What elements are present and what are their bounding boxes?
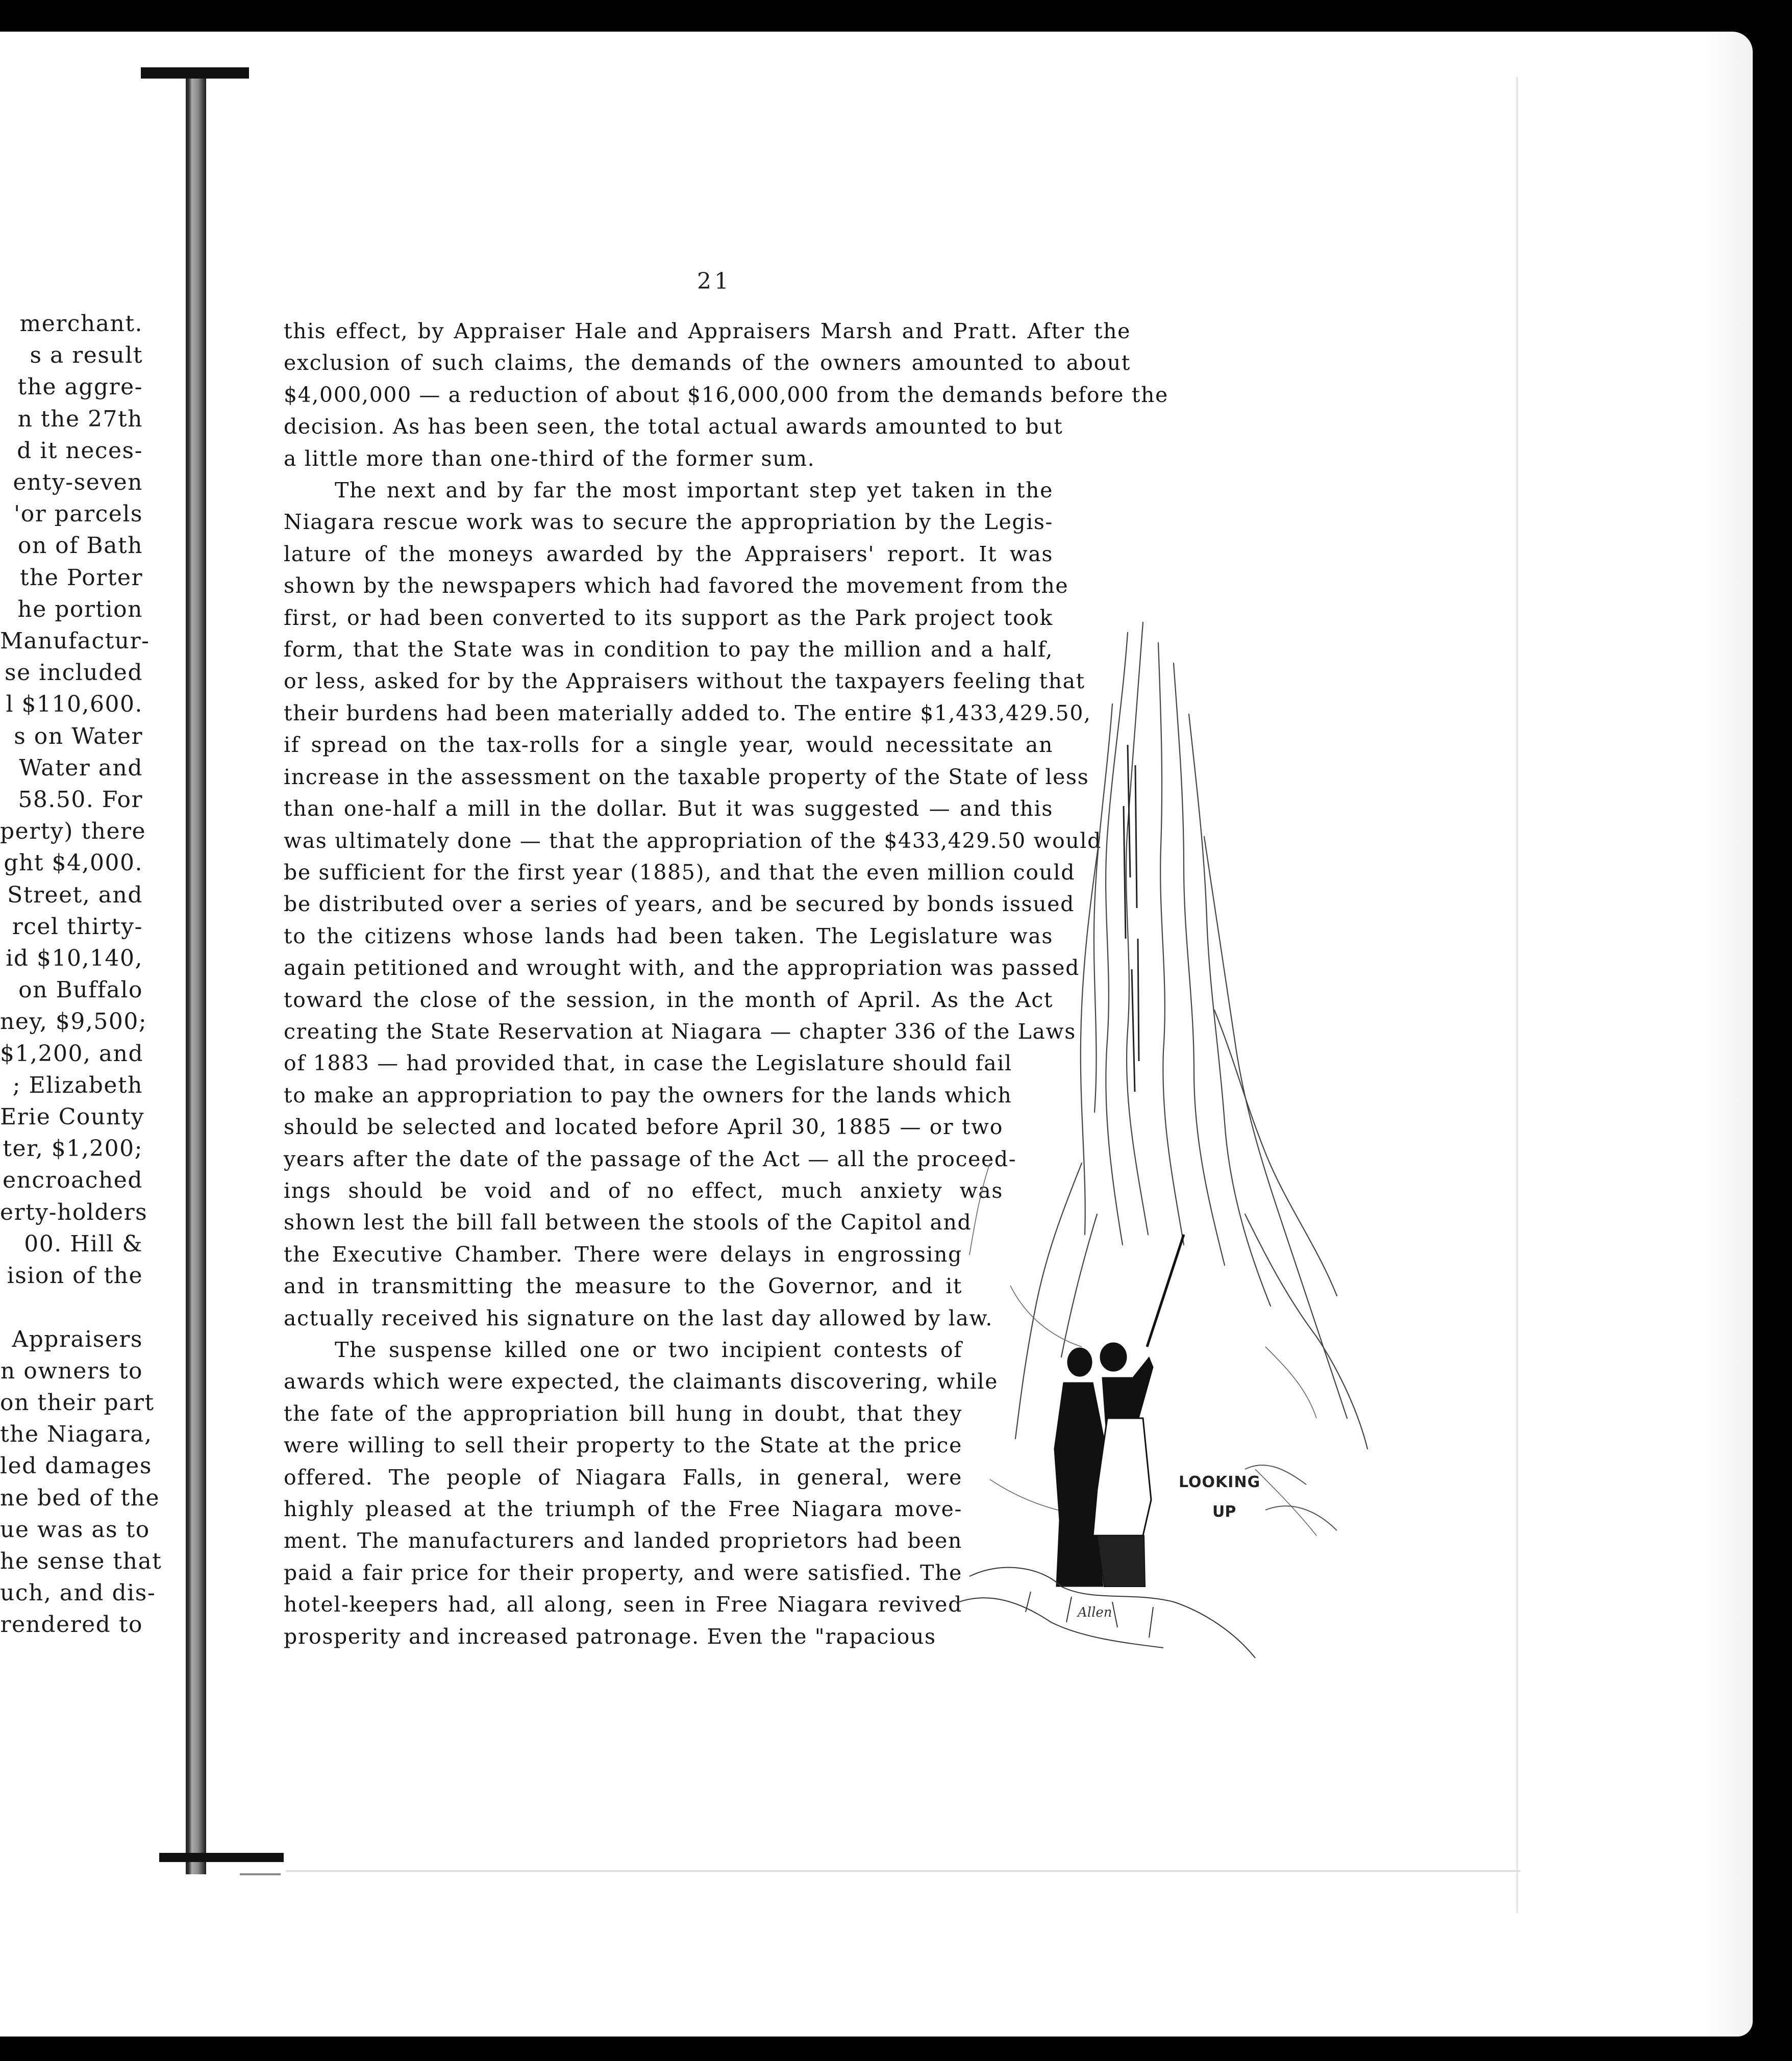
previous-page-line: l $110,600.	[6, 691, 143, 718]
page-edge-shadow	[1707, 32, 1753, 2037]
body-line: was ultimately done — that the appropriation of the $433,429.50 would	[284, 828, 1102, 853]
previous-page-line: led damages	[0, 1453, 152, 1479]
body-line: increase in the assessment on the taxable property of the State of less	[284, 764, 1089, 789]
previous-page-line: $1,200, and	[0, 1040, 144, 1067]
body-line: years after the date of the passage of the Act — all the proceed-	[284, 1146, 1017, 1171]
body-line: The suspense killed one or two incipient contests of	[335, 1338, 962, 1362]
previous-page-line: rcel thirty-	[12, 913, 143, 940]
body-line: shown by the newspapers which had favored the movement from the	[284, 573, 1069, 598]
previous-page-line: Manufactur-	[0, 628, 150, 655]
body-line: creating the State Reservation at Niagara — chapter 336 of the Laws	[284, 1019, 1076, 1044]
frame-rule-right	[1516, 77, 1518, 1913]
previous-page-line: n owners to	[0, 1358, 143, 1384]
body-line: a little more than one-third of the former sum.	[284, 446, 815, 471]
binding-bar-bottom-cap	[159, 1853, 284, 1862]
previous-page-line: uch, and dis-	[0, 1580, 156, 1606]
previous-page-line: ue was as to	[0, 1516, 150, 1543]
previous-page-line: on Buffalo	[18, 977, 143, 1003]
body-line: the fate of the appropriation bill hung in doubt, that they	[284, 1401, 962, 1426]
previous-page-line: se included	[5, 660, 143, 686]
body-line: decision. As has been seen, the total actual awards amounted to but	[284, 414, 1063, 439]
body-line: their burdens had been materially added to. The entire $1,433,429.50,	[284, 700, 1091, 725]
body-line: if spread on the tax-rolls for a single year, would necessitate an	[284, 733, 1053, 758]
body-line: form, that the State was in condition to pay the million and a half,	[284, 637, 1053, 662]
binding-bar-top-cap	[141, 67, 249, 79]
body-line: awards which were expected, the claimants discovering, while	[284, 1369, 999, 1394]
binding-tick-mark	[240, 1873, 281, 1875]
previous-page-line: erty-holders	[0, 1199, 148, 1225]
previous-page-line: ; Elizabeth	[12, 1072, 143, 1098]
body-line: of 1883 — had provided that, in case the Legislature should fail	[284, 1051, 1012, 1076]
body-line: prosperity and increased patronage. Even the "rapacious	[284, 1624, 936, 1649]
previous-page-line: perty) there	[0, 818, 146, 845]
body-line: or less, asked for by the Appraisers without the taxpayers feeling that	[284, 669, 1085, 694]
body-line: this effect, by Appraiser Hale and Appraisers Marsh and Pratt. After the	[284, 319, 1131, 343]
body-line: offered. The people of Niagara Falls, in general, were	[284, 1465, 962, 1490]
previous-page-line: n the 27th	[17, 406, 143, 432]
body-line: first, or had been converted to its support as the Park project took	[284, 605, 1053, 630]
body-line: The next and by far the most important step yet taken in the	[335, 478, 1053, 503]
previous-page-line: enty-seven	[13, 469, 143, 496]
previous-page-line: 00. Hill &	[24, 1230, 143, 1257]
looking-up-illustration	[959, 551, 1383, 1663]
page-number: 21	[697, 268, 732, 294]
artist-signature: Allen	[1078, 1605, 1112, 1620]
frame-rule-bottom	[286, 1870, 1521, 1872]
illustration-caption-up: UP	[1212, 1503, 1236, 1521]
body-line: shown lest the bill fall between the stools of the Capitol and	[284, 1210, 972, 1235]
previous-page-line: the Niagara,	[0, 1421, 153, 1448]
body-line: were willing to sell their property to the State at the price	[284, 1433, 962, 1458]
illustration-caption-looking: LOOKING	[1179, 1473, 1261, 1491]
body-line: $4,000,000 — a reduction of about $16,000,000 from the demands before the	[284, 382, 1168, 407]
body-line: ings should be void and of no effect, much anxiety was	[284, 1178, 1003, 1203]
previous-page-line: he portion	[17, 596, 143, 622]
body-line: than one-half a mill in the dollar. But it was suggested — and this	[284, 796, 1053, 821]
previous-page-line: Street, and	[7, 882, 143, 908]
binding-bar	[186, 79, 206, 1874]
previous-page-line: encroached	[3, 1167, 143, 1194]
previous-page-line: Erie County	[0, 1104, 145, 1130]
previous-page-line: ney, $9,500;	[0, 1009, 147, 1035]
body-line: Niagara rescue work was to secure the appropriation by the Legis-	[284, 510, 1053, 535]
body-line: exclusion of such claims, the demands of the owners amounted to about	[284, 350, 1131, 375]
previous-page-line: rendered to	[0, 1612, 143, 1638]
body-line: again petitioned and wrought with, and the appropriation was passed	[284, 956, 1080, 981]
body-line: and in transmitting the measure to the Governor, and it	[284, 1274, 962, 1299]
body-line: be distributed over a series of years, and be secured by bonds issued	[284, 892, 1075, 917]
body-line: to make an appropriation to pay the owners for the lands which	[284, 1083, 1012, 1108]
previous-page-line: id $10,140,	[6, 945, 143, 972]
previous-page-line: ter, $1,200;	[3, 1136, 143, 1162]
body-line: actually received his signature on the last day allowed by law.	[284, 1305, 993, 1330]
previous-page-line: merchant.	[19, 311, 143, 337]
body-line: hotel-keepers had, all along, seen in Free Niagara revived	[284, 1592, 962, 1617]
body-line: highly pleased at the triumph of the Free Niagara move-	[284, 1497, 962, 1522]
previous-page-line: d it neces-	[17, 437, 143, 464]
previous-page-line: ne bed of the	[0, 1485, 160, 1511]
previous-page-line: on their part	[0, 1389, 155, 1416]
body-line: to the citizens whose lands had been taken. The Legislature was	[284, 923, 1053, 948]
body-line: paid a fair price for their property, and were satisfied. The	[284, 1560, 962, 1585]
body-line: should be selected and located before April 30, 1885 — or two	[284, 1115, 1003, 1140]
previous-page-line: ision of the	[7, 1263, 143, 1289]
previous-page-line: ght $4,000.	[4, 850, 143, 876]
body-line: be sufficient for the first year (1885), and that the even million could	[284, 860, 1076, 885]
body-line: the Executive Chamber. There were delays in engrossing	[284, 1242, 962, 1267]
previous-page-line: s a result	[30, 342, 143, 369]
body-line: toward the close of the session, in the month of April. As the Act	[284, 987, 1053, 1012]
previous-page-line: s on Water	[14, 723, 143, 749]
previous-page-line: the Porter	[19, 564, 143, 591]
previous-page-line: Water and	[19, 755, 143, 781]
previous-page-line: the aggre-	[17, 374, 143, 400]
previous-page-line: he sense that	[0, 1548, 162, 1574]
previous-page-column	[0, 308, 162, 1641]
previous-page-line: 58.50. For	[18, 787, 143, 813]
body-line: lature of the moneys awarded by the Appraisers' report. It was	[284, 541, 1053, 566]
body-line: ment. The manufacturers and landed proprietors had been	[284, 1528, 962, 1553]
previous-page-line: Appraisers	[12, 1326, 143, 1352]
previous-page-line: on of Bath	[17, 533, 143, 559]
previous-page-line: 'or parcels	[14, 501, 143, 527]
previous-page-line	[0, 1292, 143, 1323]
